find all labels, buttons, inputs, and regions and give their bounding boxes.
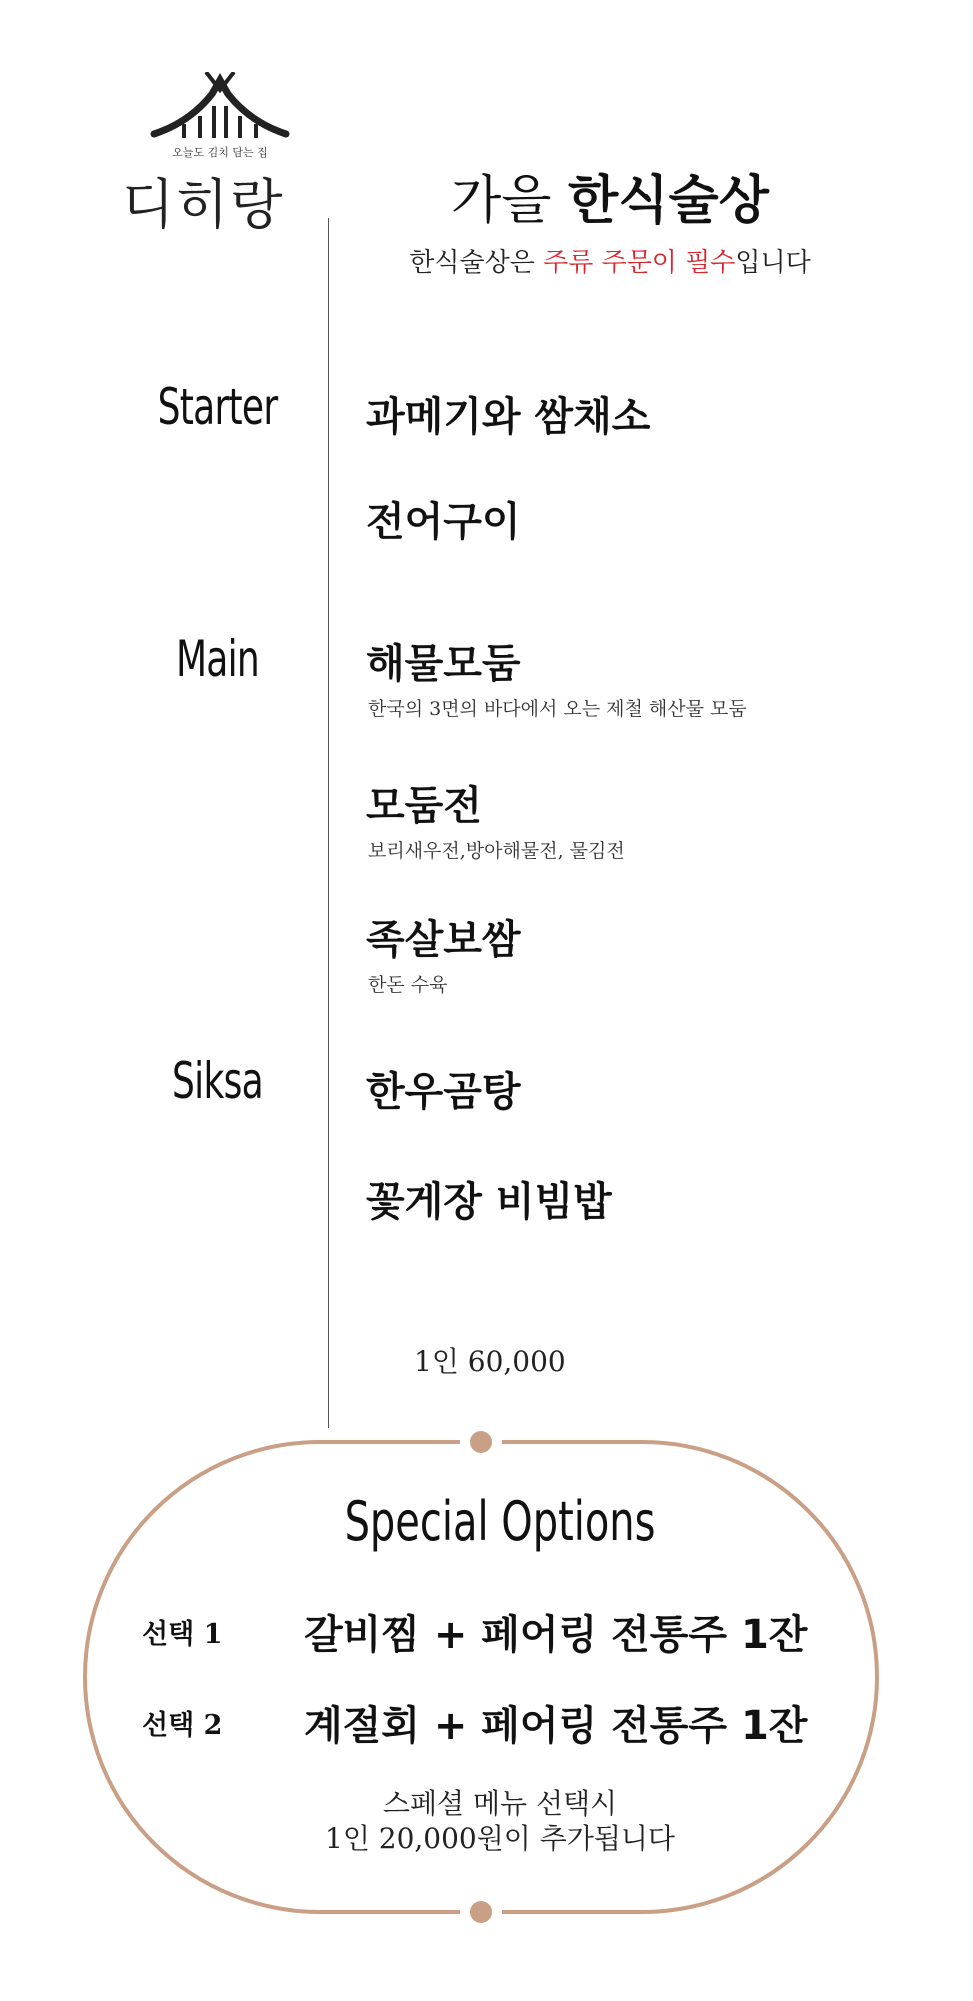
page-subtitle — [380, 242, 840, 279]
divider-line — [328, 218, 329, 1428]
special-options-frame — [0, 1400, 973, 1945]
menu-item-name: 전어구이 — [366, 499, 521, 545]
menu-item-name: 한우곰탕 — [366, 1069, 521, 1115]
option-text: 갈비찜 + 페어링 전통주 1잔 — [304, 1612, 808, 1658]
menu-item-name: 족살보쌈 — [366, 917, 521, 963]
menu-item-name: 꽃게장 비빔밥 — [366, 1179, 612, 1225]
special-note-line2: 1인 20,000원이 추가됩니다 — [325, 1822, 675, 1855]
menu-item-description: 한국의 3면의 바다에서 오는 제철 해산물 모둠 — [368, 698, 747, 720]
menu-item-description: 한돈 수육 — [368, 974, 448, 996]
subtitle-highlight: 주류 주문이 필수 — [543, 248, 736, 278]
brand-tagline: 오늘도 김치 담는 집 — [172, 146, 268, 159]
frame-bottom-dot-icon — [470, 1901, 492, 1923]
option-text: 계절회 + 페어링 전통주 1잔 — [304, 1703, 808, 1749]
title-season: 가을 — [451, 171, 569, 231]
category-main: Main — [175, 630, 260, 688]
special-options-title: Special Options — [344, 1490, 656, 1553]
option-label: 선택 2 — [142, 1710, 223, 1741]
roof-logo-icon — [150, 72, 290, 142]
subtitle-before: 한식술상은 — [409, 248, 544, 278]
menu-item-name: 해물모둠 — [366, 641, 521, 687]
option-label: 선택 1 — [142, 1619, 223, 1650]
frame-top-dot-icon — [470, 1431, 492, 1453]
menu-item-description: 보리새우전,방아해물전, 물김전 — [368, 840, 625, 862]
special-note-line1: 스페셜 메뉴 선택시 — [382, 1787, 618, 1820]
category-starter: Starter — [157, 378, 278, 436]
title-main: 한식술상 — [568, 171, 769, 231]
brand-name: 디히랑 — [122, 173, 285, 236]
menu-item-name: 과메기와 쌈채소 — [366, 394, 651, 440]
category-siksa: Siksa — [172, 1052, 263, 1110]
page-title — [380, 158, 840, 233]
menu-item-name: 모둠전 — [366, 783, 482, 829]
subtitle-after: 입니다 — [735, 248, 811, 278]
price-per-person: 1인 60,000 — [414, 1345, 566, 1378]
